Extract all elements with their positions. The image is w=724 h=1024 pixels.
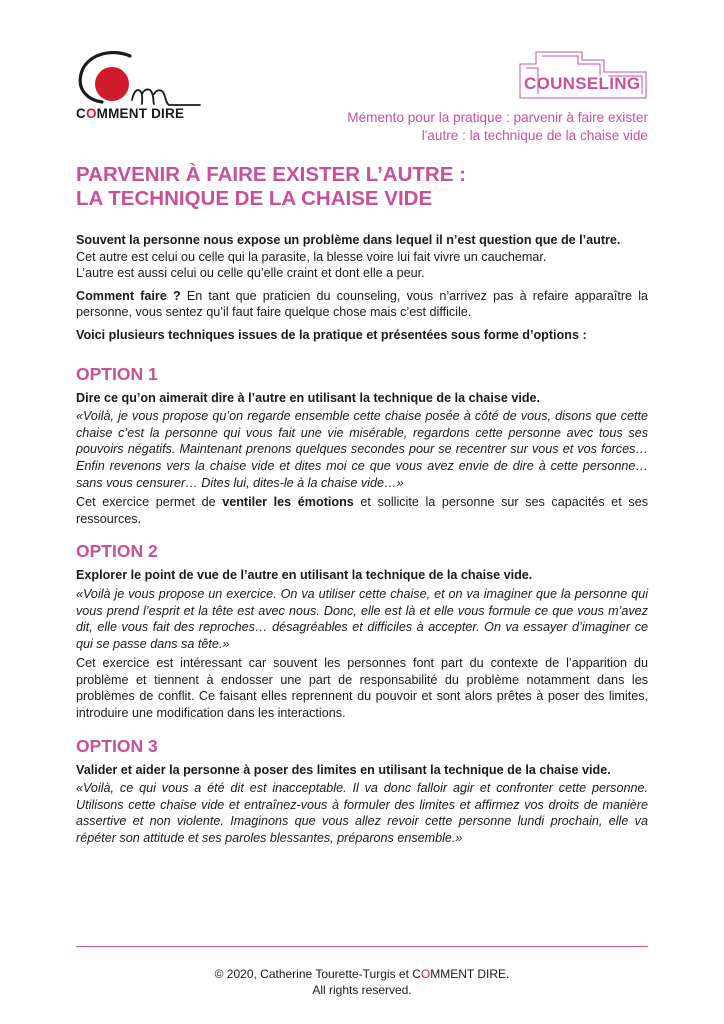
footer-line-2: All rights reserved. xyxy=(312,983,412,997)
intro-bold: Souvent la personne nous expose un problème dans lequel il n’est question que de l’autre. xyxy=(76,233,621,247)
option-1-after: Cet exercice permet de ventiler les émotions et sollicite la personne sur ses capacités et ses ressources. xyxy=(76,495,649,526)
option-2-lead: Explorer le point de vue de l’autre en utilisant la technique de la chaise vide. xyxy=(76,568,533,583)
option-3-lead: Valider et aider la personne à poser des limites en utilisant la technique de la chaise vide. xyxy=(76,762,611,777)
memento-subtitle xyxy=(347,109,648,145)
intro-line-2: Cet autre est celui ou celle qui la parasite, la blesse voire lui fait vivre un cauchemar. xyxy=(76,249,547,264)
title-line-2: LA TECHNIQUE DE LA CHAISE VIDE xyxy=(76,187,433,210)
document-body xyxy=(76,232,648,847)
option-2-quote: «Voilà je vous propose un exercice. On va utiliser cette chaise, et on va imaginer que la personne qui vous prend l’esprit et la tête est avec nous. Donc, elle est là et elle vous formule ce que vous m’avez dit, elle vous fait des reproches… désagréables et difficiles à accepter. On va essayer d’imaginer ce qui se passe dans sa tête.» xyxy=(76,586,648,651)
logo-wordmark: COMMENT DIRE xyxy=(76,106,185,121)
memento-line-2: l'autre : la technique de la chaise vide xyxy=(421,128,648,143)
badge-label: COUNSELING xyxy=(524,74,641,93)
logo-cm-mark-icon xyxy=(72,48,212,112)
option-2-heading: OPTION 2 xyxy=(76,541,158,562)
option-3-heading: OPTION 3 xyxy=(76,735,158,756)
memento-line-1: Mémento pour la pratique : parvenir à faire exister xyxy=(347,110,648,125)
footer-line-1: © 2020, Catherine Tourette-Turgis et COMMENT DIRE. xyxy=(214,967,510,981)
option-1-quote: «Voilà, je vous propose qu’on regarde ensemble cette chaise posée à côté de vous, disons que cette chaise c’est la personne qui vous fait une vie misérable, regardons cette personne avec tous ses pouvoirs négatifs. Maintenant prenons quelques secondes pour se recentrer sur vous et vos forces… Enfin revenons vers la chaise vide et dites moi ce que vous avez envie de dire à cette personne… sans vous censurer… Dites lui, dites-le à la chaise vide…» xyxy=(76,409,648,490)
option-3-quote: «Voilà, ce qui vous a été dit est inacceptable. Il va donc falloir agir et confronter cette personne. Utilisons cette chaise vide et entraînez-vous à formuler des limites et affirmez vos droits de manière assertive et non violente. Imaginons que vous allez revoir cette personne lundi prochain, elle va répéter son attitude et ses paroles blessantes, préparons ensemble.» xyxy=(76,781,648,846)
howto-text: En tant que praticien du counseling, vous n’arrivez pas à refaire apparaître la personne, vous sentez qu’il faut faire quelque chose mais c’est difficile. xyxy=(76,288,648,320)
option-1-lead: Dire ce qu’on aimerait dire à l’autre en utilisant la technique de la chaise vide. xyxy=(76,390,541,405)
techniques-intro: Voici plusieurs techniques issues de la pratique et présentées sous forme d’options : xyxy=(76,327,587,342)
intro-line-3: L’autre est aussi celui ou celle qu’elle craint et dont elle a peur. xyxy=(76,266,425,281)
footer-copyright xyxy=(0,966,724,998)
howto-paragraph xyxy=(76,288,648,321)
page-title xyxy=(76,163,648,211)
howto-bold: Comment faire ? xyxy=(76,288,181,303)
counseling-badge xyxy=(518,50,648,100)
option-2-after: Cet exercice est intéressant car souvent les personnes font part du contexte de l’apparition du problème et tiennent à endosser une part de responsabilité du problème notamment dans les problèmes de conflit. Ce faisant elles reprennent du pouvoir et sont alors prêtes à poser des limites, introduire une modification dans les interactions. xyxy=(76,656,648,721)
option-1-heading: OPTION 1 xyxy=(76,363,158,384)
title-line-1: PARVENIR À FAIRE EXISTER L’AUTRE : xyxy=(76,163,466,186)
option-1-after-bold: ventiler les émotions xyxy=(222,495,354,510)
comment-dire-logo xyxy=(72,48,212,126)
footer-divider xyxy=(76,946,648,947)
